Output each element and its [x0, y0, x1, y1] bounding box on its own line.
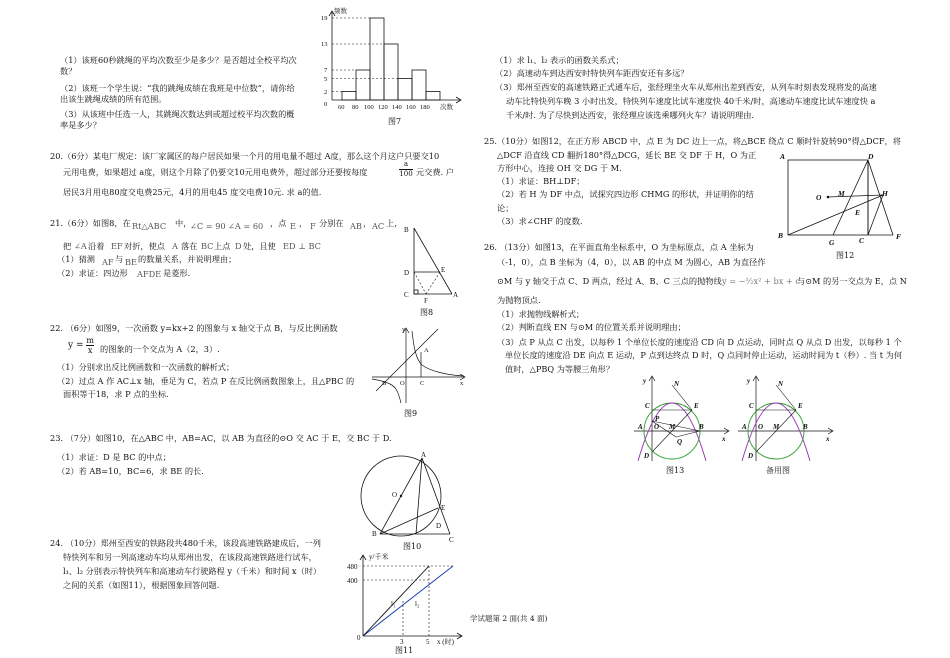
figure-10 [358, 450, 463, 542]
q20-line-2-tail: 元交费. 户 [416, 167, 454, 177]
fig13-label-m: M [669, 423, 676, 431]
q22-line-2: 的图象的一个交点为 A（2，3）. [100, 344, 220, 354]
r-q24-line-5: 千米/时. 为了尽快到达西安，张经理应该选乘哪列火车？请说明理由. [506, 110, 755, 120]
figure-13-backup [736, 375, 836, 465]
q20-line-1: 20.（6分）某电厂规定：该厂家属区的每户居民如果一个月的用电量不超过 A度，那么这个月这户只要交10 [50, 151, 440, 161]
r-q24-line-2: （2）高速动车到达西安时特快列车距西安还有多远？ [495, 68, 689, 78]
fig9-caption: 图9 [404, 409, 418, 418]
q21-math-triangle: Rt△ABC [132, 221, 167, 231]
fig13-label-p: P [655, 415, 660, 423]
fig7-xtick-60: 60 [338, 104, 345, 111]
q21-dian: ，点 [270, 218, 287, 228]
fig7-xtick-160: 160 [406, 104, 416, 111]
fig13b-label-n: N [778, 380, 784, 388]
q22-formula-frac [86, 336, 94, 355]
q21-yanzhe: 沿着 [88, 241, 105, 251]
q19-line-2: 数？ [60, 66, 77, 76]
fig12-label-d: D [868, 152, 874, 161]
page-footer: 学试题第 2 面(共 4 面) [470, 614, 548, 623]
q21-math-angle-a: ∠A = 60 [228, 221, 264, 231]
fig13b-label-c: C [749, 402, 754, 410]
fig7-ytick-2: 2 [324, 89, 328, 96]
fig7-ytick-19: 19 [321, 15, 328, 22]
fig8-label-c: C [404, 291, 409, 299]
q22-line-5: 面积等于18，求 P 点的坐标. [63, 389, 169, 399]
q21-math-be: BE [125, 257, 137, 267]
fig7-xtick-140: 140 [392, 104, 402, 111]
q21-comma: ， [299, 218, 308, 228]
q21-duizhe: 对折，使点 [124, 241, 165, 251]
fig12-label-c: C [859, 236, 865, 245]
q21-math-f: F [310, 221, 316, 231]
fig7-xlabel: 次数 [440, 104, 453, 111]
q21-yu: 与 [115, 254, 124, 264]
fig13b-label-b: B [803, 423, 808, 431]
q21-math-angle-a2: ∠A [74, 241, 87, 251]
fig8-label-e: E [441, 266, 446, 274]
q21-math-d: D [235, 241, 242, 251]
q22-line-1: 22. （6分）如图9，一次函数 y=kx+2 的图象与 x 轴交于点 B，与反比例函数 [50, 323, 338, 333]
fig12-label-a: A [780, 152, 786, 161]
fig12-label-b: B [778, 231, 784, 240]
fig13-label-d: D [644, 452, 650, 460]
fig9-label-o: O [400, 380, 405, 387]
fig7-xtick-100: 100 [364, 104, 374, 111]
q21-math-bc: BC [201, 241, 214, 251]
fig13b-label-d: D [748, 452, 754, 460]
q22-line-4: （2）过点 A 作 AC⊥x 轴，垂足为 C，若点 P 在反比例函数图象上，且△PBC 的 [57, 376, 355, 386]
fig11-label-l2: l₂ [415, 600, 420, 608]
q21-math-ac: AC [372, 221, 385, 231]
q25-line-2: △DCF 沿直线 CD 翻折180°得△DCG，延长 BE 交 DF 于 H，O 为正 [497, 150, 757, 160]
q26-line-7: （3）点 P 从点 C 出发，以每秒 1 个单位长度的速度沿 CD 向 D 点运动，同时点 Q 从点 D 出发，以每秒 1 个 [497, 337, 902, 347]
q21-zhong: 中， [175, 218, 192, 228]
figure-11 [345, 552, 470, 647]
figure-12 [778, 150, 908, 250]
fig12-label-g: G [829, 238, 835, 247]
q21-math-af: AF [102, 257, 114, 267]
fig13-caption: 图13 [666, 466, 685, 475]
fig10-label-a: A [421, 451, 427, 459]
fig13b-label-y: y [747, 377, 751, 385]
q21-sub-1-tail: 的数量关系，并说明理由； [138, 254, 237, 264]
q21-chu: 处，且使 [243, 241, 276, 251]
figure-13 [632, 375, 732, 465]
fig7-xtick-180: 180 [420, 104, 430, 111]
fig13-label-x: x [722, 435, 726, 443]
q22-line-3: （1）分别求出反比例函数和一次函数的解析式； [57, 362, 235, 372]
fig8-label-b: B [404, 226, 409, 234]
fig7-ytick-13: 13 [321, 41, 328, 48]
fig7-caption: 图7 [388, 117, 402, 126]
q25-line-5: （2）若 H 为 DF 中点，试探究四边形 CHMG 的形状，并证明你的结 [497, 189, 754, 199]
q20-fraction-den: 100 [399, 170, 413, 178]
fig11-label-l1: l₁ [391, 600, 396, 608]
q21-luozai: 落在 [181, 241, 198, 251]
q24-line-3: l₁、l₂ 分别表示特快列车和高速动车行驶路程 y（千米）和时间 x（时） [63, 566, 322, 576]
q26-line-4: 为抛物顶点. [497, 295, 541, 305]
fig8-caption: 图8 [420, 308, 434, 317]
fig7-xtick-80: 80 [352, 104, 359, 111]
q23-line-3: （2）若 AB=10，BC=6，求 BE 的长. [57, 466, 204, 476]
figure-7-histogram [318, 8, 468, 123]
fig11-line-l1 [363, 566, 453, 636]
r-q24-line-3: （3）郑州至西安的高速铁路正式通车后，张经理坐火车从郑州出差到西安，从列车时刻表发现将发的高速 [495, 82, 877, 92]
q24-line-1: 24. （10分）郑州至西安的铁路段共480千米，该段高速铁路建成后，一列 [50, 538, 321, 548]
figure-8 [400, 222, 470, 307]
q19-line-6: 率是多少？ [60, 120, 101, 130]
q21-sub-2-tail: 是菱形. [163, 268, 191, 278]
q26-line-8: 单位长度的速度沿 DE 向点 E 运动，P 点到达终点 D 时，Q 点同时停止运动，运动时间为 t（秒）. 当 t 为何 [505, 350, 903, 360]
fig11-xtick-0: 0 [357, 634, 361, 642]
fig11-xtick-3: 3 [400, 638, 404, 646]
fig9-label-c: C [420, 380, 425, 387]
q19-line-4: 出该生跳绳成绩的所有范围。 [60, 94, 167, 104]
fig11-xlabel: x (时) [437, 638, 454, 646]
q22-formula [68, 336, 94, 355]
q24-line-2: 特快列车和另一列高速动车均从郑州出发，在该段高速铁路进行试车， [63, 552, 317, 562]
fig10-label-o: O [392, 491, 398, 499]
q25-line-3: 方形中心，连接 OH 交 DG 于 M. [497, 163, 622, 173]
fig13-label-e: E [694, 402, 699, 410]
fig12-caption: 图12 [836, 251, 855, 260]
q19-line-5: （3）从该班中任选一人，其跳绳次数达到或超过校平均次数的概 [60, 109, 295, 119]
q20-fraction [399, 160, 413, 179]
q25-line-7: （3）求∠CHF 的度数. [497, 216, 583, 226]
q21-math-angle-c: ∠C = 90 [190, 221, 226, 231]
fig10-label-e: E [441, 504, 446, 512]
fig7-ytick-0: 0 [324, 101, 328, 108]
fig13-label-c: C [645, 402, 650, 410]
fig8-label-f: F [424, 297, 428, 305]
q21-sub-1: （1）猜测 [57, 254, 95, 264]
fig13-label-a: A [638, 423, 643, 431]
q21-intro: 21.（6分）如图8，在 [50, 218, 131, 228]
q26-line-3: ⊙M 与 y 轴交于点 C、D 两点，经过 A、B、C 三点的抛物线 [497, 276, 722, 286]
fig13b-label-x: x [826, 435, 830, 443]
fig13b-label-m: M [773, 423, 780, 431]
q19-line-3: （2）该班一个学生说：“我的跳绳成绩在我班是中位数”，请你给 [60, 83, 295, 93]
fig7-xtick-120: 120 [378, 104, 388, 111]
q21-sub-2: （2）求证：四边形 [57, 268, 128, 278]
fig10-label-d: D [436, 522, 442, 530]
q21-math-afde: AFDE [137, 269, 162, 279]
q26-line-1: 26. （13分）如图13，在平面直角坐标系中，O 为坐标原点，点 A 坐标为 [484, 242, 754, 252]
q25-line-6: 论； [497, 203, 514, 213]
q26-line-9: 值时，△PBQ 为等腰三角形？ [505, 364, 615, 374]
fig11-ytick-480: 480 [347, 563, 358, 571]
fig13b-label-e: E [798, 402, 803, 410]
fig12-label-f: F [896, 232, 902, 241]
fig10-label-b: B [372, 530, 377, 538]
q23-line-1: 23. （7分）如图10，在△ABC 中，AB=AC，以 AB 为直径的⊙O 交 AC 于 E，交 BC 于 D. [50, 433, 392, 443]
fig7-ytick-5: 5 [324, 76, 328, 83]
q26-line-5: （1）求抛物线解析式； [497, 309, 585, 319]
q20-fraction-num: a [399, 160, 413, 170]
fig9-label-x: x [460, 380, 464, 387]
q25-line-1: 25.（10分）如图12，在正方形 ABCD 中，点 E 为 DC 边上一点，将△BCE 绕点 C 顺时针旋转90°得△DCF，将 [484, 136, 901, 146]
q21-shangdian: 上点 [214, 241, 231, 251]
fig8-label-d: D [404, 269, 410, 277]
q22-formula-lhs: y = [68, 340, 84, 351]
fig7-ylabel: 频数 [334, 8, 347, 15]
q21-math-ab: AB [350, 221, 362, 231]
fig9-label-b: B [382, 380, 387, 387]
q21-shang: 上， [386, 218, 403, 228]
q21-fenbie: 分别在 [319, 218, 344, 228]
fig13-label-b: B [699, 423, 704, 431]
q26-line-6: （2）判断直线 EN 与⊙M 的位置关系并说明理由； [497, 322, 686, 332]
fig9-label-y: y [402, 326, 406, 333]
fig12-label-e: E [855, 208, 861, 217]
q26-line-3-tail: 与⊙M 的另一交点为 E，点 N [797, 276, 907, 286]
fig13-label-y: y [643, 377, 647, 385]
q25-line-4: （1）求证：BH⊥DF； [497, 176, 585, 186]
fig9-label-a: A [424, 347, 429, 354]
fig10-caption: 图10 [403, 542, 422, 551]
fig11-xtick-5: 5 [426, 638, 430, 646]
figure-9 [368, 325, 468, 407]
fig10-label-c: C [449, 536, 454, 544]
q26-parabola: y = −½x² + bx + c [722, 276, 800, 286]
q20-line-3: 居民3月用电80度交电费25元，4月的用电45 度交电费10元. 求 a的值. [63, 187, 322, 197]
fig12-label-m: M [838, 189, 845, 198]
fig12-label-o: O [816, 193, 822, 202]
q21-math-e: E [290, 221, 296, 231]
fig11-caption: 图11 [395, 646, 414, 655]
fig11-ytick-400: 400 [347, 577, 358, 585]
q21-math-ef: EF [111, 241, 123, 251]
q21-math-ed-perp-bc: ED ⊥ BC [283, 241, 321, 251]
q21-comma-2: ， [363, 218, 372, 228]
q26-line-2: （-1，0），点 B 坐标为（4，0），以 AB 的中点 M 为圆心，AB 为直径作 [497, 257, 766, 267]
q21-ba: 把 [63, 241, 72, 251]
q22-formula-den: x [87, 346, 93, 355]
fig13-label-n: N [674, 380, 680, 388]
fig13b-label-a: A [742, 423, 747, 431]
q21-math-a: A [172, 241, 178, 251]
q20-line-2: 元用电费，如果超过 a度，则这个月除了仍要交10元用电费外，超过部分还要按每度 [63, 167, 368, 177]
q22-formula-num: m [86, 336, 94, 345]
fig11-ylabel: y/千米 [369, 553, 389, 561]
q23-line-2: （1）求证：D 是 BC 的中点； [57, 452, 171, 462]
r-q24-line-1: （1）求 l₁、l₂ 表示的函数关系式； [495, 55, 624, 65]
fig12-label-h: H [882, 189, 888, 198]
fig13b-caption: 备用图 [766, 466, 790, 475]
fig13-label-o: O [654, 423, 660, 431]
fig7-ytick-7: 7 [324, 67, 328, 74]
q19-line-1: （1）该班60秒跳绳的平均次数至少是多少？是否超过全校平均次 [60, 55, 297, 65]
fig13-label-q: Q [677, 438, 683, 446]
fig13b-label-o: O [758, 423, 764, 431]
q24-line-4: 之间的关系（如图11），根据图象回答问题. [63, 580, 220, 590]
r-q24-line-4: 动车比特快列车晚 3 小时出发，特快列车速度比试车速度快 40千米/时，高速动车速度比试车速度快 a [506, 96, 876, 106]
fig8-label-a: A [453, 291, 459, 299]
